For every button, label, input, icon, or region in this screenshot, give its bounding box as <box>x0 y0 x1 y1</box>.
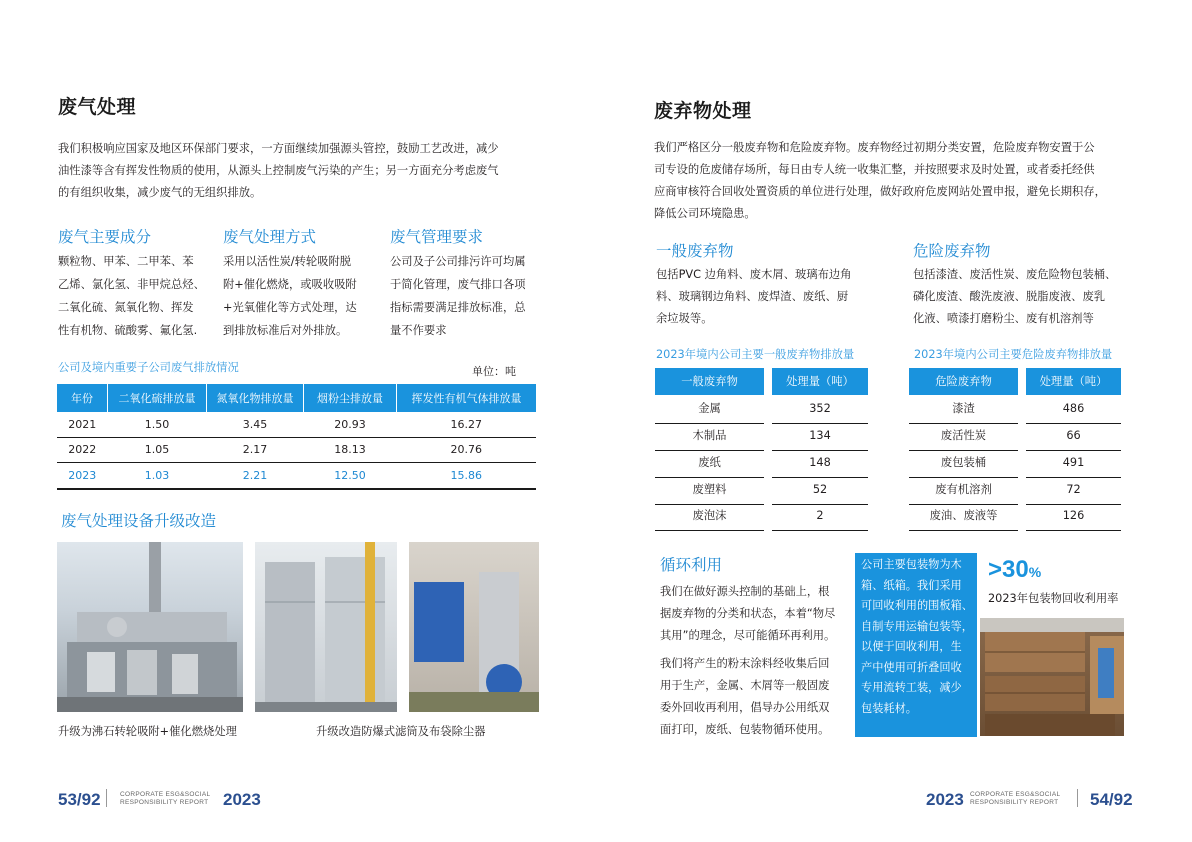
general-table-cell: 148 <box>772 450 868 478</box>
footer-divider <box>106 789 107 807</box>
photo-caption-2: 升级改造防爆式滤筒及布袋除尘器 <box>316 725 486 738</box>
table-cell: 1.05 <box>108 437 207 463</box>
callout-line: 专用流转工装，减少 <box>861 681 962 694</box>
upgrade-heading: 废气处理设备升级改造 <box>61 512 217 530</box>
recycle-line: 委外回收再利用，倡导办公用纸双 <box>660 701 830 714</box>
header-cell: 二氧化硫排放量 <box>108 384 207 412</box>
hazard-table-cell: 126 <box>1026 503 1121 531</box>
table-cell: 18.13 <box>304 437 397 463</box>
table-caption: 公司及境内重要子公司废气排放情况 <box>58 361 239 374</box>
general-waste-line: 包括PVC 边角料、废木屑、玻璃布边角 <box>656 268 852 281</box>
table-cell: 2.21 <box>207 463 304 489</box>
column-line: 公司及子公司排污许可均属 <box>390 255 526 268</box>
equipment-photo-3 <box>409 542 539 712</box>
recycle-paragraph-1 <box>660 581 855 647</box>
callout-line: 自制专用运输包装等， <box>861 619 973 633</box>
stat-label: 2023年包装物回收利用率 <box>988 592 1119 605</box>
report-name <box>120 791 210 807</box>
page-title: 废气处理 <box>58 96 137 118</box>
hazard-table-header: 危险废弃物 <box>909 368 1018 395</box>
callout-line: 公司主要包装物为木 <box>861 558 962 571</box>
callout-line: 箱、纸箱。我们采用 <box>861 578 962 592</box>
hazard-table-caption: 2023年境内公司主要危险废弃物排放量 <box>914 348 1113 361</box>
general-table-cell: 134 <box>772 423 868 451</box>
table-cell: 2.17 <box>207 437 304 463</box>
recycle-line: 我们在做好源头控制的基础上，根 <box>660 585 830 598</box>
hazard-table-cell: 72 <box>1026 477 1121 505</box>
hazard-table-cell: 废活性炭 <box>909 423 1018 451</box>
column-line: 采用以活性炭/转轮吸附脱 <box>223 255 352 268</box>
general-table-header: 一般废弃物 <box>655 368 764 395</box>
hazard-table-cell: 486 <box>1026 396 1121 424</box>
hazard-table-cell: 废油、废液等 <box>909 503 1018 531</box>
recycle-paragraph-2 <box>660 653 855 741</box>
general-waste-heading: 一般废弃物 <box>656 242 734 260</box>
general-table-cell: 352 <box>772 396 868 424</box>
general-table-cell: 废泡沫 <box>655 503 764 531</box>
recycle-line: 我们将产生的粉末涂料经收集后回 <box>660 657 830 670</box>
column-line: 乙烯、氯化氢、非甲烷总烃、 <box>58 278 205 291</box>
general-table-caption: 2023年境内公司主要一般废弃物排放量 <box>656 348 855 361</box>
equipment-photo-2 <box>255 542 397 712</box>
column-heading: 废气主要成分 <box>58 228 152 246</box>
emissions-table <box>57 384 536 490</box>
table-cell: 1.50 <box>108 412 207 437</box>
table-cell: 12.50 <box>304 463 397 489</box>
hazard-waste-line: 化液、喷漆打磨粉尘、废有机溶剂等 <box>913 312 1094 325</box>
table-cell: 16.27 <box>397 412 537 437</box>
table-cell: 2023 <box>57 463 108 489</box>
intro-line: 的有组织收集，减少废气的无组织排放。 <box>58 186 262 199</box>
column-treatment <box>223 225 383 342</box>
table-cell: 20.76 <box>397 437 537 463</box>
table-row <box>57 437 536 463</box>
report-name-line: CORPORATE ESG&SOCIAL <box>120 791 211 798</box>
general-waste-line: 料、玻璃钢边角料、废焊渣、废纸、厨 <box>656 290 849 303</box>
column-line: 二氧化硫、氮氧化物、挥发 <box>58 301 194 314</box>
intro-line: 司专设的危废储存场所，每日由专人统一收集汇整，并按照要求及时处置，或者委托经供 <box>654 163 1095 176</box>
general-table-cell: 废纸 <box>655 450 764 478</box>
hazard-table-cell: 66 <box>1026 423 1121 451</box>
intro-paragraph <box>58 138 538 204</box>
intro-line: 应商审核符合回收处置资质的单位进行处理，做好政府危废网站处置申报，避免长期积存， <box>654 185 1106 198</box>
report-year: 2023 <box>926 790 964 809</box>
intro-line: 降低公司环境隐患。 <box>654 207 756 220</box>
report-name-line: RESPONSIBILITY REPORT <box>120 799 209 806</box>
callout-line: 包装耗材。 <box>861 701 917 715</box>
page-title: 废弃物处理 <box>654 100 752 122</box>
column-line: 附+催化燃烧，或吸收吸附 <box>223 278 357 291</box>
column-line: 性有机物、硫酸雾、氟化氢. <box>58 324 198 337</box>
callout-line: 以便于回收利用，生 <box>861 640 962 653</box>
stat-value: >30 <box>988 556 1029 583</box>
column-line: 于简化管理，废气排口各项 <box>390 278 526 291</box>
column-line: 到排放标准后对外排放。 <box>223 324 348 337</box>
header-cell: 氮氧化物排放量 <box>207 384 304 412</box>
header-cell: 挥发性有机气体排放量 <box>397 384 537 412</box>
wooden-crates-photo <box>980 618 1124 736</box>
column-line: +光氧催化等方式处理，达 <box>223 301 357 314</box>
table-cell: 2022 <box>57 437 108 463</box>
hazard-table-cell: 废包装桶 <box>909 450 1018 478</box>
column-heading: 废气管理要求 <box>390 228 484 246</box>
hazard-table-header: 处理量（吨） <box>1026 368 1121 395</box>
packaging-callout <box>855 553 977 737</box>
general-table-cell: 木制品 <box>655 423 764 451</box>
recycle-line: 用于生产，金属、木屑等一般固废 <box>660 679 830 692</box>
hazard-table-cell: 废有机溶剂 <box>909 477 1018 505</box>
hazard-table-cell: 漆渣 <box>909 396 1018 424</box>
general-waste-section <box>656 239 886 330</box>
page-number: 53/92 <box>58 790 101 809</box>
column-composition <box>58 225 218 342</box>
table-cell: 2021 <box>57 412 108 437</box>
column-line: 量不作要求 <box>390 324 447 337</box>
header-cell: 年份 <box>57 384 108 412</box>
hazard-waste-section <box>913 239 1143 330</box>
intro-paragraph <box>654 137 1144 225</box>
unit-label: 单位：吨 <box>472 365 516 378</box>
general-table-cell: 金属 <box>655 396 764 424</box>
callout-line: 可回收利用的围板箱、 <box>861 599 973 612</box>
table-cell: 15.86 <box>397 463 537 489</box>
page-number: 54/92 <box>1090 790 1133 809</box>
table-cell: 3.45 <box>207 412 304 437</box>
stat-unit: % <box>1028 564 1042 580</box>
column-management <box>390 225 550 342</box>
recycle-line: 其用”的理念，尽可能循环再利用。 <box>660 629 836 642</box>
general-waste-line: 余垃圾等。 <box>656 312 713 325</box>
table-row-highlight <box>57 463 536 489</box>
recycle-rate-stat <box>988 556 1041 584</box>
recycle-line: 据废弃物的分类和状态，本着“物尽 <box>660 607 836 620</box>
equipment-photo-1 <box>57 542 243 712</box>
table-cell: 1.03 <box>108 463 207 489</box>
general-table-cell: 52 <box>772 477 868 505</box>
table-cell: 20.93 <box>304 412 397 437</box>
general-table-header: 处理量（吨） <box>772 368 868 395</box>
hazard-waste-heading: 危险废弃物 <box>913 242 991 260</box>
report-year: 2023 <box>223 790 261 809</box>
column-line: 指标需要满足排放标准，总 <box>390 301 526 314</box>
callout-line: 产中使用可折叠回收 <box>861 660 962 674</box>
report-name-line: RESPONSIBILITY REPORT <box>970 799 1059 806</box>
general-table-cell: 废塑料 <box>655 477 764 505</box>
table-header-row <box>57 384 536 412</box>
column-heading: 废气处理方式 <box>223 228 317 246</box>
recycle-heading: 循环利用 <box>660 556 723 574</box>
report-name <box>970 791 1060 807</box>
header-cell: 烟粉尘排放量 <box>304 384 397 412</box>
column-line: 颗粒物、甲苯、二甲苯、苯 <box>58 255 194 268</box>
hazard-waste-line: 包括漆渣、废活性炭、废危险物包装桶、 <box>913 268 1117 281</box>
general-table-cell: 2 <box>772 503 868 531</box>
table-row <box>57 412 536 437</box>
intro-line: 我们严格区分一般废弃物和危险废弃物。废弃物经过初期分类安置，危险废弃物安置于公 <box>654 141 1095 154</box>
footer-divider <box>1077 789 1078 807</box>
intro-line: 我们积极响应国家及地区环保部门要求，一方面继续加强源头管控，鼓励工艺改进，减少 <box>58 142 499 155</box>
photo-caption-1: 升级为沸石转轮吸附+催化燃烧处理 <box>58 725 237 738</box>
recycle-line: 面打印，废纸、包装物循环使用。 <box>660 723 830 736</box>
hazard-table-cell: 491 <box>1026 450 1121 478</box>
hazard-waste-line: 磷化废渣、酸洗废液、脱脂废液、废乳 <box>913 290 1106 303</box>
report-name-line: CORPORATE ESG&SOCIAL <box>970 791 1061 798</box>
intro-line: 油性漆等含有挥发性物质的使用，从源头上控制废气污染的产生；另一方面充分考虑废气 <box>58 164 499 177</box>
